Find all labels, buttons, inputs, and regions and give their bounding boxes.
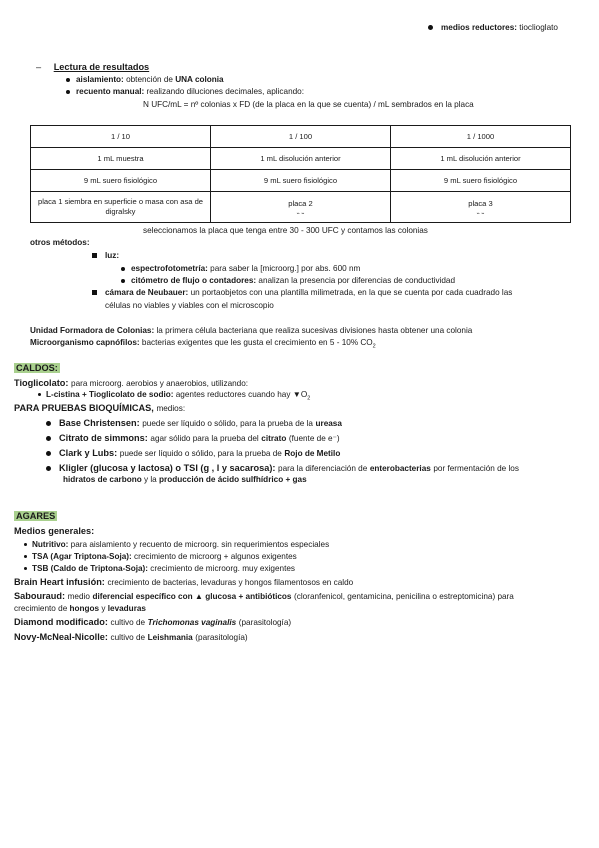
prueba-text: puede ser líquido o sólido, para la prueba de: [119, 449, 282, 458]
pruebas-text: medios:: [156, 404, 186, 413]
tsb-item: [24, 563, 295, 574]
bullet-icon: [24, 555, 27, 558]
medio-label: TSA (Agar Triptona-Soja):: [32, 552, 132, 561]
kligler-text: por fermentación de los: [433, 464, 519, 473]
diamond-text: cultivo de: [110, 618, 146, 627]
ufc-text: la primera célula bacteriana que realiza sucesivas divisiones hasta obtener una colonia: [156, 326, 473, 335]
camara-label: cámara de Neubauer:: [105, 288, 189, 297]
bhi-text: crecimiento de bacterias, levaduras y hongos filamentosos en caldo: [107, 578, 354, 587]
bullet-icon: [46, 421, 51, 426]
novy-line: [14, 631, 248, 643]
ufc-label: Unidad Formadora de Colonias:: [30, 326, 155, 335]
sab-strong: hongos: [69, 604, 100, 613]
sab-strong: diferencial específico con ▲ glucosa + antibióticos: [92, 592, 292, 601]
recuento-label: recuento manual:: [76, 87, 145, 96]
prueba-strong: citrato: [261, 434, 287, 443]
diamond-em: Trichomonas vaginalis: [147, 618, 237, 627]
prueba-tail: (fuente de e⁻): [288, 434, 340, 443]
prueba-simmons: [46, 432, 340, 444]
camara-text: un portaobjetos con una plantilla milimetrada, en la que se cuenta por cada cuadrado las: [190, 288, 513, 297]
espectro-text: para saber la [microorg.] por abs. 600 nm: [210, 264, 361, 273]
agares-heading-text: AGARES: [16, 511, 56, 521]
citometro-text: analizan la presencia por diferencias de conductividad: [258, 276, 456, 285]
top-note: [428, 22, 558, 33]
bullet-icon: [46, 436, 51, 441]
prueba-kligler: [46, 462, 519, 474]
ditto-marks: ˵ ˵: [476, 207, 485, 217]
novy-label: Novy-McNeal-Nicolle:: [14, 632, 108, 642]
square-bullet-icon: [92, 253, 97, 258]
prueba-strong: ureasa: [315, 419, 342, 428]
recuento-text: realizando diluciones decimales, aplicando:: [146, 87, 305, 96]
bullet-icon: [38, 393, 41, 396]
table-cell: [391, 192, 571, 223]
diamond-line: [14, 616, 291, 628]
table-cell: 1 / 100: [211, 126, 391, 148]
sabouraud-line: [14, 590, 514, 602]
pruebas-label: PARA PRUEBAS BIOQUÍMICAS,: [14, 403, 154, 413]
bullet-icon: [24, 567, 27, 570]
prueba-strong: Rojo de Metilo: [284, 449, 341, 458]
table-cell: 1 mL disolución anterior: [391, 148, 571, 170]
kligler-text: para la diferenciación de: [278, 464, 368, 473]
prueba-clark: [46, 447, 340, 459]
after-table-text: seleccionamos la placa que tenga entre 30 - 300 UFC y contamos las colonias: [143, 226, 428, 235]
medio-label: Nutritivo:: [32, 540, 69, 549]
luz-label: luz:: [105, 251, 120, 260]
kligler-label: Kligler (glucosa y lactosa) o TSI (g , l y sacarosa):: [59, 463, 276, 473]
medio-text: para aislamiento y recuento de microorg. sin requerimientos especiales: [70, 540, 330, 549]
table-cell: 9 mL suero fisiológico: [31, 170, 211, 192]
prueba-label: Citrato de simmons:: [59, 433, 148, 443]
novy-text: cultivo de: [110, 633, 146, 642]
bullet-icon: [428, 25, 433, 30]
prueba-christensen: [46, 417, 342, 429]
lectura-heading-line: [36, 61, 149, 73]
kligler-strong: enterobacterias: [369, 464, 431, 473]
kligler-strong: producción de ácido sulfhídrico + gas: [159, 475, 307, 484]
novy-tail: (parasitología): [195, 633, 248, 642]
novy-strong: Leishmania: [147, 633, 193, 642]
cistina-label: L-cistina + Tioglicolato de sodio:: [46, 390, 174, 399]
recuento-item: [66, 86, 304, 97]
bhi-label: Brain Heart infusión:: [14, 577, 105, 587]
aislamiento-item: [66, 74, 224, 85]
cistina-sub: 2: [307, 395, 311, 402]
dilution-table: [30, 125, 571, 223]
camara-text-cont: células no viables y viables con el microscopio: [105, 301, 274, 310]
bullet-icon: [46, 466, 51, 471]
table-cell: 1 mL disolución anterior: [211, 148, 391, 170]
otros-heading: [30, 237, 90, 248]
top-note-label: medios reductores:: [441, 23, 517, 32]
bullet-icon: [46, 451, 51, 456]
table-row: [31, 192, 571, 223]
ditto-marks: ˵ ˵: [296, 207, 305, 217]
table-cell: 9 mL suero fisiológico: [211, 170, 391, 192]
prueba-kligler-cont: [63, 474, 307, 485]
espectro-label: espectrofotometría:: [131, 264, 208, 273]
prueba-label: Clark y Lubs:: [59, 448, 118, 458]
top-note-value: tioclioglato: [519, 23, 558, 32]
tsa-item: [24, 551, 297, 562]
table-cell: 1 / 1000: [391, 126, 571, 148]
tioglicolato-line: [14, 377, 248, 389]
bullet-icon: [66, 90, 70, 94]
bullet-icon: [121, 267, 125, 271]
sab-text: crecimiento de: [14, 604, 68, 613]
bullet-icon: [121, 279, 125, 283]
agares-heading: [14, 510, 57, 522]
prueba-text: puede ser líquido o sólido, para la prueba de la: [142, 419, 313, 428]
nutritivo-item: [24, 539, 329, 550]
capno-label: Microorganismo capnófilos:: [30, 338, 140, 347]
sab-text: y: [101, 604, 106, 613]
dash-marker: –: [36, 62, 42, 72]
sab-strong: levaduras: [107, 604, 146, 613]
tioglicolato-text: para microorg. aerobios y anaerobios, utilizando:: [71, 379, 249, 388]
table-cell: 1 / 10: [31, 126, 211, 148]
prueba-text: agar sólido para la prueba del: [150, 434, 259, 443]
luz-item: [92, 250, 119, 261]
bhi-line: [14, 576, 353, 588]
caldos-heading-text: CALDOS:: [16, 363, 58, 373]
sab-text: (cloranfenicol, gentamicina, penicilina o estreptomicina) para: [294, 592, 514, 601]
table-cell: [211, 192, 391, 223]
generales-heading: [14, 525, 94, 537]
aislamiento-strong: UNA colonia: [175, 75, 224, 84]
prueba-label: Base Christensen:: [59, 418, 140, 428]
sab-text: medio: [67, 592, 90, 601]
espectro-item: [121, 263, 360, 274]
capno-sub: 2: [372, 343, 376, 350]
caldos-heading: [14, 362, 60, 374]
diamond-label: Diamond modificado:: [14, 617, 108, 627]
lectura-heading: Lectura de resultados: [53, 62, 150, 72]
bullet-icon: [66, 78, 70, 82]
table-cell: 9 mL suero fisiológico: [391, 170, 571, 192]
formula: N UFC/mL = nº colonias x FD (de la placa en la que se cuenta) / mL sembrados en la placa: [143, 100, 474, 109]
aislamiento-text: obtención de: [126, 75, 173, 84]
placa-label: placa 3: [468, 198, 493, 208]
citometro-item: [121, 275, 455, 286]
table-row: [31, 148, 571, 170]
capno-text: bacterias exigentes que les gusta el crecimiento en 5 - 10% CO: [141, 338, 373, 347]
ufc-line: [30, 325, 472, 336]
kligler-strong: hidratos de carbono: [63, 475, 142, 484]
table-row: [31, 170, 571, 192]
generales-label: Medios generales:: [14, 526, 95, 536]
medio-text: crecimiento de microorg. muy exigentes: [150, 564, 295, 573]
sabouraud-cont: [14, 603, 146, 614]
medio-text: crecimiento de microorg + algunos exigentes: [134, 552, 297, 561]
table-row: [31, 126, 571, 148]
otros-heading-text: otros métodos:: [30, 238, 90, 247]
sab-label: Sabouraud:: [14, 591, 66, 601]
table-cell: placa 1 siembra en superficie o masa con asa de digralsky: [31, 192, 211, 223]
kligler-text: y la: [143, 475, 157, 484]
aislamiento-label: aislamiento:: [76, 75, 124, 84]
bullet-icon: [24, 543, 27, 546]
capno-line: [30, 337, 376, 353]
cistina-text: agentes reductores cuando hay ▼O: [175, 390, 308, 399]
medio-label: TSB (Caldo de Triptona-Soja):: [32, 564, 148, 573]
placa-label: placa 2: [288, 198, 313, 208]
pruebas-line: [14, 402, 185, 414]
camara-item: [92, 287, 512, 298]
square-bullet-icon: [92, 290, 97, 295]
table-cell: 1 mL muestra: [31, 148, 211, 170]
tioglicolato-label: Tioglicolato:: [14, 378, 69, 388]
citometro-label: citómetro de flujo o contadores:: [131, 276, 257, 285]
diamond-tail: (parasitología): [238, 618, 292, 627]
